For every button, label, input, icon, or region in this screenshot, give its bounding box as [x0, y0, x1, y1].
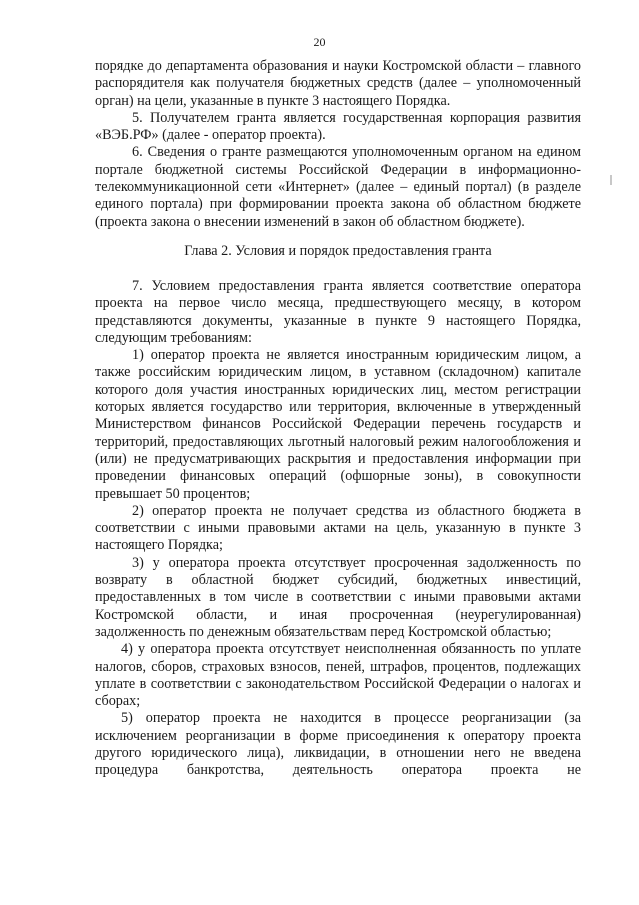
- requirement-3: 3) у оператора проекта отсутствует просроченная задолженность по возврату в областной бюджет субсидий, бюджетных инвестиций, предоставленных в том числе в соответствии с иными правовыми актами Костромской области, и иная просроченная (неурегулированная) задолженность по денежным обязательствам перед Костромской областью;: [95, 554, 581, 640]
- document-body: [95, 58, 581, 780]
- scan-artifact-mark: [610, 175, 612, 185]
- requirement-5: 5) оператор проекта не находится в процессе реорганизации (за исключением реорганизации в форме присоединения к оператору проекта другого юридического лица), ликвидации, в отношении него не введена процедура банкротства, деятельность оператора проекта не: [95, 710, 581, 779]
- chapter-heading: Глава 2. Условия и порядок предоставления гранта: [184, 242, 492, 259]
- paragraph-6: 6. Сведения о гранте размещаются уполномоченным органом на едином портале бюджетной системы Российской Федерации в информационно-телекоммуникационной сети «Интернет» (далее – единый портал) (в разделе единого портала) при формировании проекта закона об областном бюджете (проекта закона о внесении изменений в закон об областном бюджете).: [95, 144, 581, 230]
- requirement-2: 2) оператор проекта не получает средства из областного бюджета в соответствии с иными правовыми актами на цель, указанную в пункте 3 настоящего Порядка;: [95, 502, 581, 554]
- page-number: 20: [313, 35, 326, 49]
- requirement-4: 4) у оператора проекта отсутствует неисполненная обязанность по уплате налогов, сборов, страховых взносов, пеней, штрафов, процентов, подлежащих уплате в соответствии с законодательством Российской Федерации о налогах и сборах;: [95, 641, 581, 710]
- paragraph-7: 7. Условием предоставления гранта является соответствие оператора проекта на первое число месяца, предшествующего месяцу, в котором представляются документы, указанные в пункте 9 настоящего Порядка, следующим требованиям:: [95, 277, 581, 346]
- paragraph-continuation: порядке до департамента образования и науки Костромской области – главного распорядителя как получателя бюджетных средств (далее – уполномоченный орган) на цели, указанные в пункте 3 настоящего Порядка.: [95, 58, 581, 109]
- requirement-1: 1) оператор проекта не является иностранным юридическим лицом, а также российским юридическим лицом, в уставном (складочном) капитале которого доля участия иностранных юридических лиц, местом регистрации которых является государство или территория, включенные в утвержденный Министерством финансов Российской Федерации перечень государств и территорий, предоставляющих льготный налоговый режим налогообложения и (или) не предусматривающих раскрытия и предоставления информации при проведении финансовых операций (офшорные зоны), в совокупности превышает 50 процентов;: [95, 347, 581, 502]
- paragraph-5: 5. Получателем гранта является государственная корпорация развития «ВЭБ.РФ» (далее - оператор проекта).: [95, 109, 581, 144]
